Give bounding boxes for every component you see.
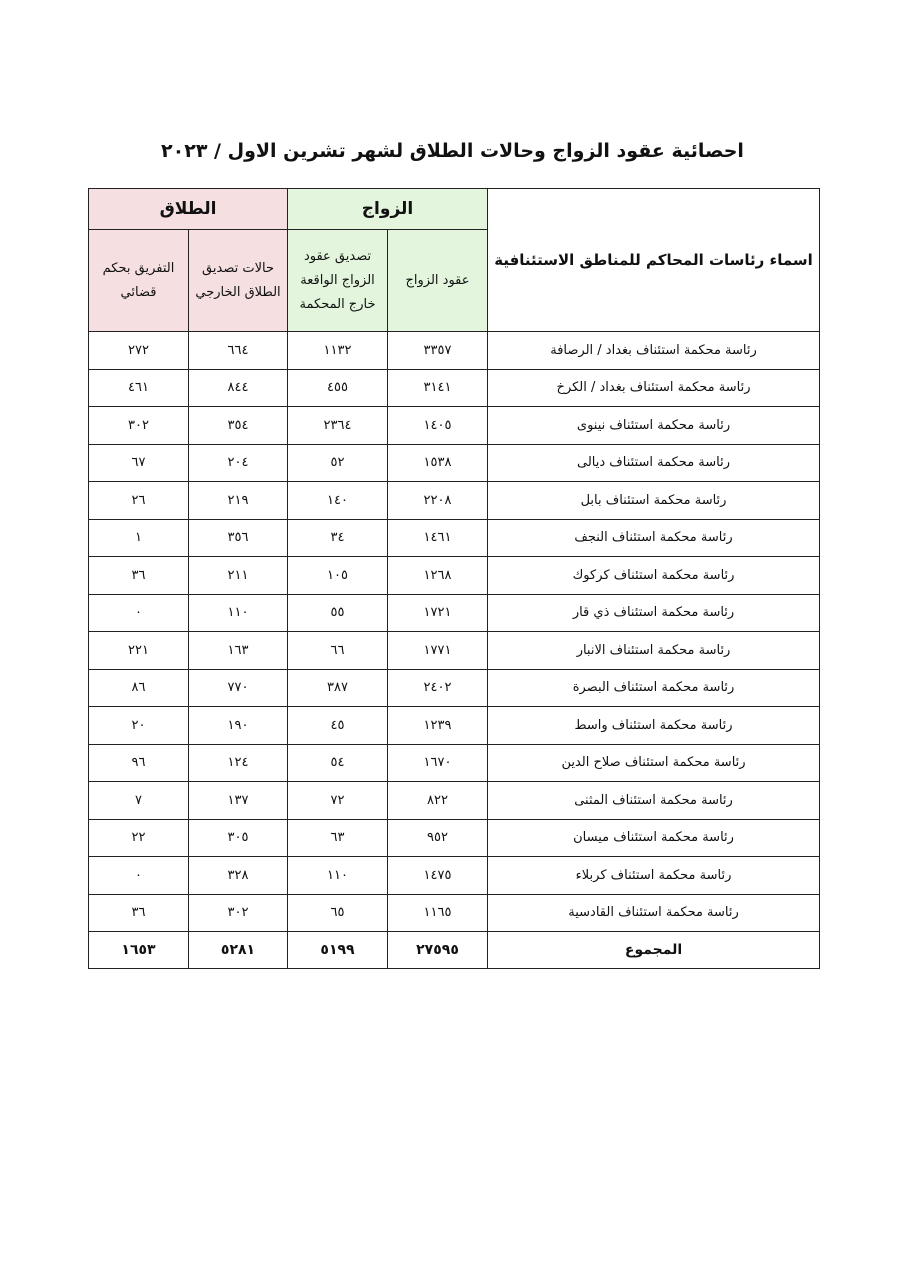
court-name: رئاسة محكمة استئناف القادسية [488, 894, 820, 932]
divorce-judicial-cell: ١ [89, 519, 189, 557]
divorce-external-cell: ٣٢٨ [189, 857, 288, 895]
table-row [89, 482, 820, 520]
divorce-judicial-cell: ٣٦ [89, 557, 189, 595]
table-row [89, 894, 820, 932]
divorce-external-cell: ٢١١ [189, 557, 288, 595]
table-row [89, 857, 820, 895]
divorce-external-cell: ١١٠ [189, 594, 288, 632]
marriage-external-cell: ٣٨٧ [288, 669, 388, 707]
marriage-contracts-cell: ٢٤٠٢ [388, 669, 488, 707]
marriage-contracts-cell: ٩٥٢ [388, 819, 488, 857]
marriage-contracts-cell: ٣١٤١ [388, 369, 488, 407]
court-name: رئاسة محكمة استئناف المثنى [488, 782, 820, 820]
divorce-external-cell: ١٩٠ [189, 707, 288, 745]
divorce-judicial-cell: ٤٦١ [89, 369, 189, 407]
statistics-table [88, 188, 820, 969]
table-row [89, 744, 820, 782]
divorce-external-cell: ٢١٩ [189, 482, 288, 520]
divorce-external-cell: ١٦٣ [189, 632, 288, 670]
divorce-judicial-cell: ٣٠٢ [89, 407, 189, 445]
table-row [89, 782, 820, 820]
marriage-external-cell: ١١٣٢ [288, 332, 388, 370]
divorce-judicial-cell: ٠ [89, 594, 189, 632]
divorce-judicial-cell: ٢٢ [89, 819, 189, 857]
court-name: رئاسة محكمة استئناف كركوك [488, 557, 820, 595]
court-name: رئاسة محكمة استئناف كربلاء [488, 857, 820, 895]
court-name: رئاسة محكمة استئناف بغداد / الكرخ [488, 369, 820, 407]
marriage-contracts-cell: ٨٢٢ [388, 782, 488, 820]
table-row [89, 444, 820, 482]
marriage-contracts-cell: ١٦٧٠ [388, 744, 488, 782]
marriage-contracts-cell: ١٧٢١ [388, 594, 488, 632]
marriage-contracts-cell: ١٤٠٥ [388, 407, 488, 445]
total-label: المجموع [488, 932, 820, 969]
marriage-contracts-cell: ١٤٦١ [388, 519, 488, 557]
court-name: رئاسة محكمة استئناف ديالى [488, 444, 820, 482]
divorce-external-cell: ٣٠٢ [189, 894, 288, 932]
header-group-row [89, 189, 820, 230]
court-name: رئاسة محكمة استئناف البصرة [488, 669, 820, 707]
marriage-external-cell: ٦٣ [288, 819, 388, 857]
table-row [89, 557, 820, 595]
table-row [89, 669, 820, 707]
marriage-contracts-header: عقود الزواج [388, 230, 488, 332]
marriage-external-cell: ٧٢ [288, 782, 388, 820]
divorce-external-cell: ٢٠٤ [189, 444, 288, 482]
total-external: ٥١٩٩ [288, 932, 388, 969]
divorce-external-cell: ١٢٤ [189, 744, 288, 782]
divorce-judicial-cell: ٢٢١ [89, 632, 189, 670]
table-row [89, 707, 820, 745]
court-name: رئاسة محكمة استئناف نينوى [488, 407, 820, 445]
table-row [89, 369, 820, 407]
document-title: احصائية عقود الزواج وحالات الطلاق لشهر تشرين الاول / ٢٠٢٣ [161, 140, 744, 162]
divorce-external-cell: ٣٥٦ [189, 519, 288, 557]
divorce-external-cell: ٣٠٥ [189, 819, 288, 857]
court-name: رئاسة محكمة استئناف صلاح الدين [488, 744, 820, 782]
divorce-external-cell: ٧٧٠ [189, 669, 288, 707]
court-name: رئاسة محكمة استئناف بابل [488, 482, 820, 520]
divorce-judicial-cell: ٣٦ [89, 894, 189, 932]
marriage-external-cell: ٤٥ [288, 707, 388, 745]
divorce-external-cell: ١٣٧ [189, 782, 288, 820]
total-judicial: ١٦٥٣ [89, 932, 189, 969]
total-divorce-external: ٥٢٨١ [189, 932, 288, 969]
divorce-judicial-cell: ٢٠ [89, 707, 189, 745]
divorce-judicial-cell: ٨٦ [89, 669, 189, 707]
marriage-external-header: تصديق عقود الزواج الواقعة خارج المحكمة [288, 230, 388, 332]
marriage-external-cell: ٦٥ [288, 894, 388, 932]
court-name: رئاسة محكمة استئناف بغداد / الرصافة [488, 332, 820, 370]
marriage-external-cell: ٣٤ [288, 519, 388, 557]
table-row [89, 407, 820, 445]
divorce-judicial-cell: ٢٦ [89, 482, 189, 520]
total-contracts: ٢٧٥٩٥ [388, 932, 488, 969]
marriage-contracts-cell: ٣٣٥٧ [388, 332, 488, 370]
court-names-header: اسماء رئاسات المحاكم للمناطق الاستئنافية [488, 189, 820, 332]
divorce-external-cell: ٣٥٤ [189, 407, 288, 445]
marriage-group-header: الزواج [288, 189, 488, 230]
divorce-judicial-cell: ٧ [89, 782, 189, 820]
marriage-contracts-cell: ١٤٧٥ [388, 857, 488, 895]
divorce-group-header: الطلاق [89, 189, 288, 230]
marriage-contracts-cell: ١٢٣٩ [388, 707, 488, 745]
court-name: رئاسة محكمة استئناف ذي قار [488, 594, 820, 632]
divorce-external-cell: ٨٤٤ [189, 369, 288, 407]
table-row [89, 332, 820, 370]
divorce-external-cell: ٦٦٤ [189, 332, 288, 370]
court-name: رئاسة محكمة استئناف واسط [488, 707, 820, 745]
marriage-external-cell: ١٤٠ [288, 482, 388, 520]
court-name: رئاسة محكمة استئناف الانبار [488, 632, 820, 670]
total-row [89, 932, 820, 969]
divorce-judicial-cell: ٩٦ [89, 744, 189, 782]
marriage-external-cell: ١١٠ [288, 857, 388, 895]
marriage-contracts-cell: ١١٦٥ [388, 894, 488, 932]
marriage-external-cell: ٥٢ [288, 444, 388, 482]
table-body [89, 332, 820, 932]
marriage-contracts-cell: ١٥٣٨ [388, 444, 488, 482]
marriage-external-cell: ٥٥ [288, 594, 388, 632]
divorce-external-header: حالات تصديق الطلاق الخارجي [189, 230, 288, 332]
divorce-judicial-cell: ٠ [89, 857, 189, 895]
table-row [89, 594, 820, 632]
marriage-contracts-cell: ١٢٦٨ [388, 557, 488, 595]
marriage-external-cell: ٥٤ [288, 744, 388, 782]
court-name: رئاسة محكمة استئناف ميسان [488, 819, 820, 857]
table-row [89, 632, 820, 670]
marriage-external-cell: ٦٦ [288, 632, 388, 670]
table-row [89, 519, 820, 557]
marriage-contracts-cell: ١٧٧١ [388, 632, 488, 670]
marriage-external-cell: ١٠٥ [288, 557, 388, 595]
marriage-contracts-cell: ٢٢٠٨ [388, 482, 488, 520]
marriage-external-cell: ٢٣٦٤ [288, 407, 388, 445]
divorce-judicial-cell: ٦٧ [89, 444, 189, 482]
court-name: رئاسة محكمة استئناف النجف [488, 519, 820, 557]
divorce-judicial-cell: ٢٧٢ [89, 332, 189, 370]
table-row [89, 819, 820, 857]
divorce-judicial-header: التفريق بحكم قضائي [89, 230, 189, 332]
marriage-external-cell: ٤٥٥ [288, 369, 388, 407]
